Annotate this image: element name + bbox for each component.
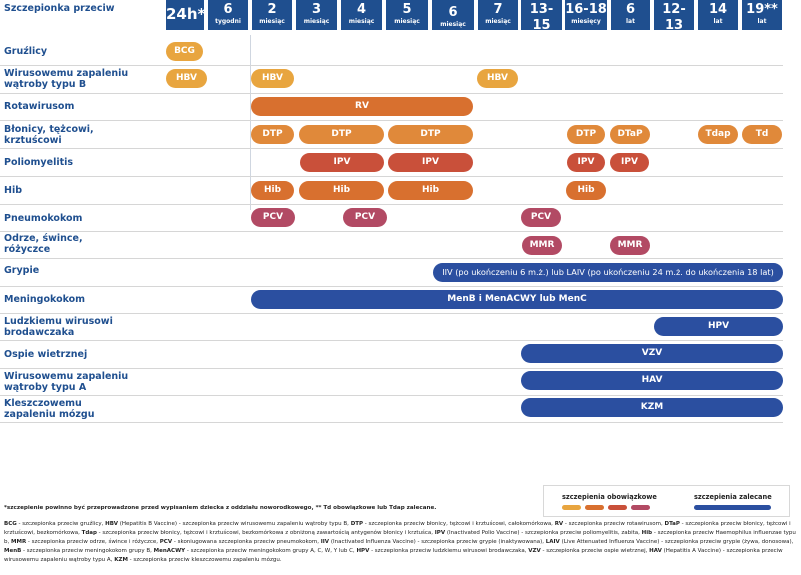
column-header-title: Szczepionka przeciw xyxy=(4,3,115,14)
vaccine-pill-hbv: HBV xyxy=(477,69,518,88)
row-label-meningococcus: Meningokokom xyxy=(4,294,86,305)
vaccine-pill-dtp: DTP xyxy=(567,125,605,144)
vaccine-pill-meningococcal: MenB i MenACWY lub MenC xyxy=(251,290,783,309)
row-label-tbe: Kleszczowemu zapaleniu mózgu xyxy=(4,398,95,420)
row-divider xyxy=(0,93,783,94)
row-divider xyxy=(0,120,783,121)
vaccine-pill-ipv: IPV xyxy=(610,153,649,172)
row-divider xyxy=(0,286,783,287)
vaccine-pill-rv: RV xyxy=(251,97,473,116)
vaccine-pill-hpv: HPV xyxy=(654,317,783,336)
row-divider xyxy=(0,65,783,66)
row-label-hepatitis-b: Wirusowemu zapaleniu wątroby typu B xyxy=(4,68,129,90)
row-divider xyxy=(0,258,783,259)
vaccine-pill-hib: Hib xyxy=(251,181,294,200)
row-divider xyxy=(0,422,783,423)
row-divider xyxy=(0,176,783,177)
legend-swatch-mandatory-4 xyxy=(631,505,650,510)
vaccine-pill-hib: Hib xyxy=(388,181,473,200)
age-column-5-months: 5 miesiąc xyxy=(386,0,428,30)
vaccine-pill-influenza: IIV (po ukończeniu 6 m.ż.) lub LAIV (po ukończeniu 24 m.ż. do ukończenia 18 lat) xyxy=(433,263,783,282)
vaccine-pill-dtp: DTP xyxy=(251,125,294,144)
row-divider xyxy=(0,148,783,149)
legend-mandatory-label: szczepienia obowiązkowe xyxy=(562,493,657,501)
row-label-pneumococcus: Pneumokokom xyxy=(4,213,83,224)
age-column-16-18-months: 16-18 miesięcy xyxy=(565,0,607,30)
row-label-hpv: Ludzkiemu wirusowi brodawczaka xyxy=(4,316,113,338)
row-label-varicella: Ospie wietrznej xyxy=(4,349,88,360)
row-divider xyxy=(0,313,783,314)
abbreviation-glossary: BCG - szczepionka przeciw gruźlicy, HBV (Hepatitis B Vaccine) - szczepionka przeciw wirusowemu zapaleniu wątroby typu B, DTP - szczepionka przeciw błonicy, tężcowi i krztuścowi, całokomórkowa, RV - szczepionka przeciw rotawirusom, DTaP - szczepionka przeciw błonicy, tężcowi i krztuścowi, bezkomórkowa, Tdap - szczepionka przeciw błonicy, tężcowi i krztuścowi, bezkomórkowa z obniżoną zawartością antygenów błonicy i krztuśca, IPV (Inactivated Polio Vaccine) - szczepionka przeciw poliomyelitis, zabita, Hib - szczepionka przeciw Haemophilus influenzae typu b, MMR - szczepionka przeciw odrze, śwince i różyczce, PCV - skoniugowana szczepionka przeciw pneumokokom, IIV (Inactivated Influenza Vaccine) - szczepionka przeciw grypie (inaktywowana), LAIV (Live Attenuated Influenza Vaccine) - szczepionka przeciw grypie (żywa, donosowa), MenB - szczepionka przeciw meningokokom grupy B, MenACWY - szczepionka przeciw meningokokom grupy A, C, W, Y lub C, HPV - szczepionka przeciw ludzkiemu wirusowi brodawczaka, VZV - szczepionka przeciw ospie wietrznej, HAV (Hepatitis A Vaccine) - szczepionka przeciw wirusowemu zapaleniu wątroby typu A, KZM - szczepionka przeciw kleszczowemu zapaleniu mózgu. xyxy=(4,521,796,563)
row-label-influenza: Grypie xyxy=(4,265,40,276)
age-column-19-years: 19** lat xyxy=(742,0,782,30)
legend-swatch-mandatory-2 xyxy=(585,505,604,510)
vaccine-pill-mmr: MMR xyxy=(522,236,562,255)
row-label-polio: Poliomyelitis xyxy=(4,157,74,168)
legend-swatch-mandatory-1 xyxy=(562,505,581,510)
vaccine-pill-vzv: VZV xyxy=(521,344,783,363)
legend xyxy=(543,485,790,517)
row-divider xyxy=(0,395,783,396)
row-label-rotavirus: Rotawirusom xyxy=(4,101,75,112)
age-column-6-years: 6 lat xyxy=(611,0,650,30)
legend-swatch-recommended xyxy=(694,505,771,510)
legend-recommended-label: szczepienia zalecane xyxy=(694,493,772,501)
row-divider xyxy=(0,204,783,205)
age-column-24h: 24h* xyxy=(166,0,204,30)
age-column-3-months: 3 miesiąc xyxy=(296,0,337,30)
vaccine-pill-td: Td xyxy=(742,125,782,144)
age-column-2-months: 2 miesiąc xyxy=(252,0,292,30)
vaccine-pill-mmr: MMR xyxy=(610,236,650,255)
row-label-tuberculosis: Gruźlicy xyxy=(4,46,48,57)
vaccine-pill-dtp: DTP xyxy=(299,125,384,144)
vaccine-pill-dtp: DTP xyxy=(388,125,473,144)
column-divider xyxy=(250,35,251,210)
row-label-hepatitis-a: Wirusowemu zapaleniu wątroby typu A xyxy=(4,371,129,393)
vaccine-pill-hib: Hib xyxy=(566,181,606,200)
age-column-14-years: 14 lat xyxy=(698,0,738,30)
vaccine-pill-hav: HAV xyxy=(521,371,783,390)
age-column-12-13-years: 12-13 lat xyxy=(654,0,694,30)
vaccine-pill-hbv: HBV xyxy=(251,69,294,88)
vaccine-pill-pcv: PCV xyxy=(251,208,295,227)
age-column-6-weeks: 6 tygodni xyxy=(208,0,248,30)
vaccine-pill-pcv: PCV xyxy=(521,208,561,227)
row-divider xyxy=(0,368,783,369)
vaccine-pill-tdap: Tdap xyxy=(698,125,738,144)
vaccine-pill-ipv: IPV xyxy=(300,153,384,172)
age-column-13-15-months: 13-15 miesięcy xyxy=(521,0,562,30)
age-column-4-months: 4 miesiąc xyxy=(341,0,382,30)
age-column-7-months: 7 miesiąc xyxy=(478,0,518,30)
vaccine-pill-ipv: IPV xyxy=(388,153,473,172)
vaccine-pill-ipv: IPV xyxy=(567,153,605,172)
row-label-mmr: Odrze, śwince, różyczce xyxy=(4,233,83,255)
row-label-dtp: Błonicy, tężcowi, krztuścowi xyxy=(4,124,94,146)
row-divider xyxy=(0,340,783,341)
legend-swatch-mandatory-3 xyxy=(608,505,627,510)
row-label-hib: Hib xyxy=(4,185,23,196)
vaccine-pill-hib: Hib xyxy=(299,181,384,200)
footnote: *szczepienie powinno być przeprowadzone przed wypisaniem dziecka z oddziału noworodkowego, ** Td obowiązkowe lub Tdap zalecane. xyxy=(4,505,437,511)
vaccine-pill-bcg: BCG xyxy=(166,42,203,61)
vaccine-pill-hbv: HBV xyxy=(166,69,207,88)
row-divider xyxy=(0,231,783,232)
vaccine-pill-kzm: KZM xyxy=(521,398,783,417)
vaccine-pill-dtap: DTaP xyxy=(610,125,650,144)
age-column-6-months: 6 miesiąc xyxy=(432,0,474,30)
vaccine-pill-pcv: PCV xyxy=(343,208,387,227)
